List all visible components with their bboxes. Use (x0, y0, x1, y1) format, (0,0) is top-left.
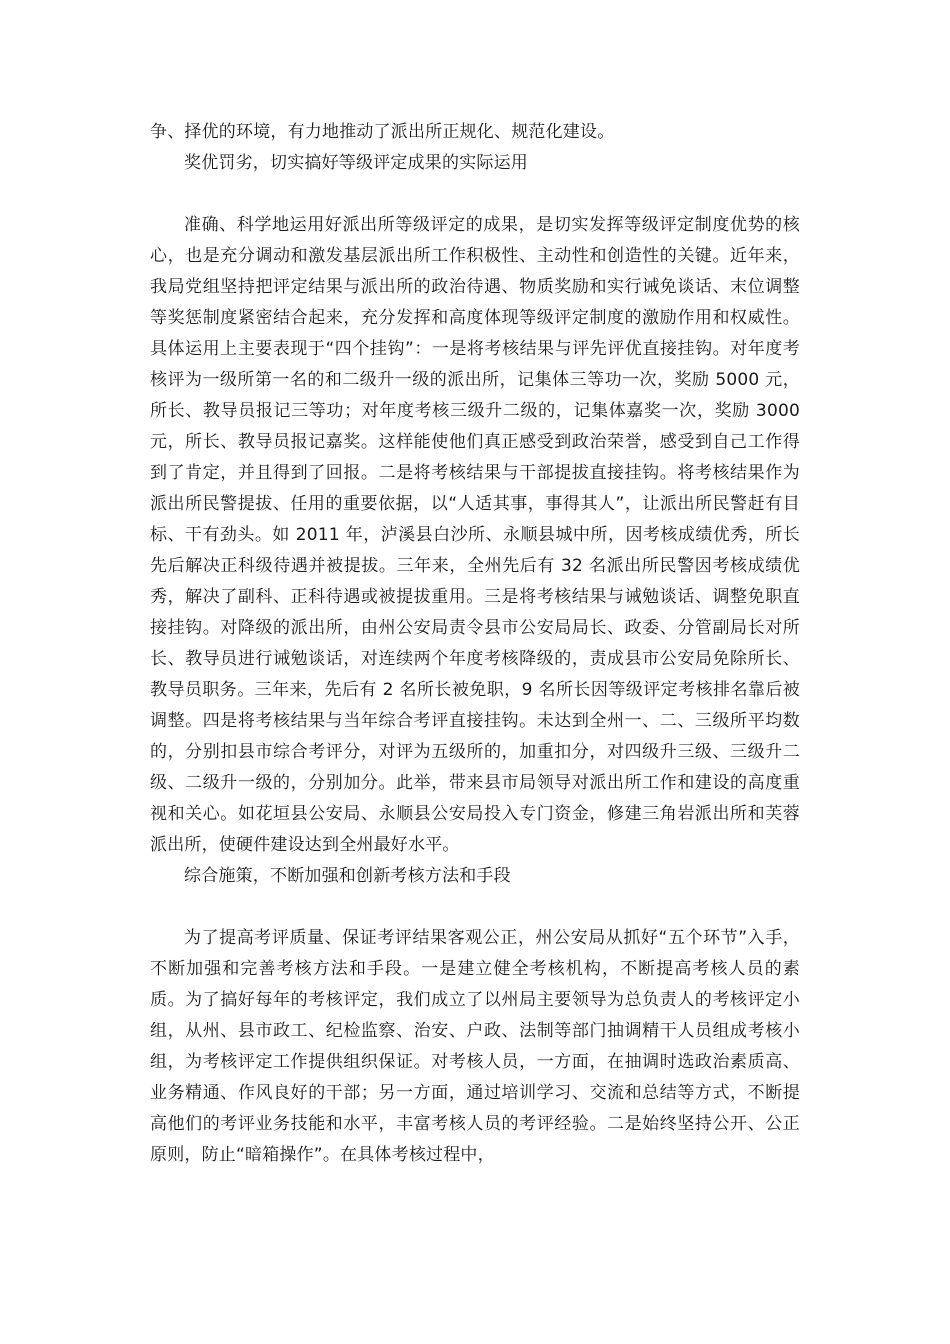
section-heading-methods: 综合施策，不断加强和创新考核方法和手段 (184, 866, 511, 886)
paragraph-methods-body: 为了提高考评质量、保证考评结果客观公正，州公安局从抓好“五个环节”入手，不断加强和完善考核方法和手段。一是建立健全考核机构，不断提高考核人员的素质。为了搞好每年的考核评定，我们成立了以州局主要领导为总负责人的考核评定小组，从州、县市政工、纪检监察、治安、户政、法制等部门抽调精干人员组成考核小组，为考核评定工作提供组织保证。对考核人员，一方面，在抽调时选政治素质高、业务精通、作风良好的干部；另一方面，通过培训学习、交流和总结等方式，不断提高他们的考评业务技能和水平，丰富考核人员的考评经验。二是始终坚持公开、公正原则，防止“暗箱操作”。在具体考核过程中， (150, 928, 800, 1165)
section-heading-rewards: 奖优罚劣，切实搞好等级评定成果的实际运用 (184, 153, 528, 173)
document-page (150, 117, 800, 1171)
paragraph-rewards-body: 准确、科学地运用好派出所等级评定的成果，是切实发挥等级评定制度优势的核心，也是充分调动和激发基层派出所工作积极性、主动性和创造性的关键。近年来，我局党组坚持把评定结果与派出所的政治待遇、物质奖励和实行诫免谈话、末位调整等奖惩制度紧密结合起来，充分发挥和高度体现等级评定制度的激励作用和权威性。具体运用上主要表现于“四个挂钩”：一是将考核结果与评先评优直接挂钩。对年度考核评为一级所第一名的和二级升一级的派出所，记集体三等功一次，奖励 5000 元，所长、教导员报记三等功；对年度考核三级升二级的，记集体嘉奖一次，奖励 3000 元，所长、教导员报记嘉奖。这样能使他们真正感受到政治荣誉，感受到自己工作得到了肯定，并且得到了回报。二是将考核结果与干部提拔直接挂钩。将考核结果作为派出所民警提拔、任用的重要依据，以“人适其事，事得其人”，让派出所民警赶有目标、干有劲头。如 2011 年，泸溪县白沙所、永顺县城中所，因考核成绩优秀，所长先后解决正科级待遇并被提拔。三年来，全州先后有 32 名派出所民警因考核成绩优秀，解决了副科、正科待遇或被提拔重用。三是将考核结果与诫勉谈话、调整免职直接挂钩。对降级的派出所，由州公安局责令县市公安局局长、政委、分管副局长对所长、教导员进行诫勉谈话，对连续两个年度考核降级的，责成县市公安局免除所长、教导员职务。三年来，先后有 2 名所长被免职，9 名所长因等级评定考核排名靠后被调整。四是将考核结果与当年综合考评直接挂钩。未达到全州一、二、三级所平均数的，分别扣县市综合考评分，对评为五级所的，加重扣分，对四级升三级、三级升二级、二级升一级的，分别加分。此举，带来县市局领导对派出所工作和建设的高度重视和关心。如花垣县公安局、永顺县公安局投入专门资金，修建三角岩派出所和芙蓉派出所，使硬件建设达到全州最好水平。 (150, 215, 800, 855)
paragraph-continuation: 争、择优的环境，有力地推动了派出所正规化、规范化建设。 (150, 122, 615, 142)
blank-line (150, 892, 800, 923)
blank-line (150, 179, 800, 210)
